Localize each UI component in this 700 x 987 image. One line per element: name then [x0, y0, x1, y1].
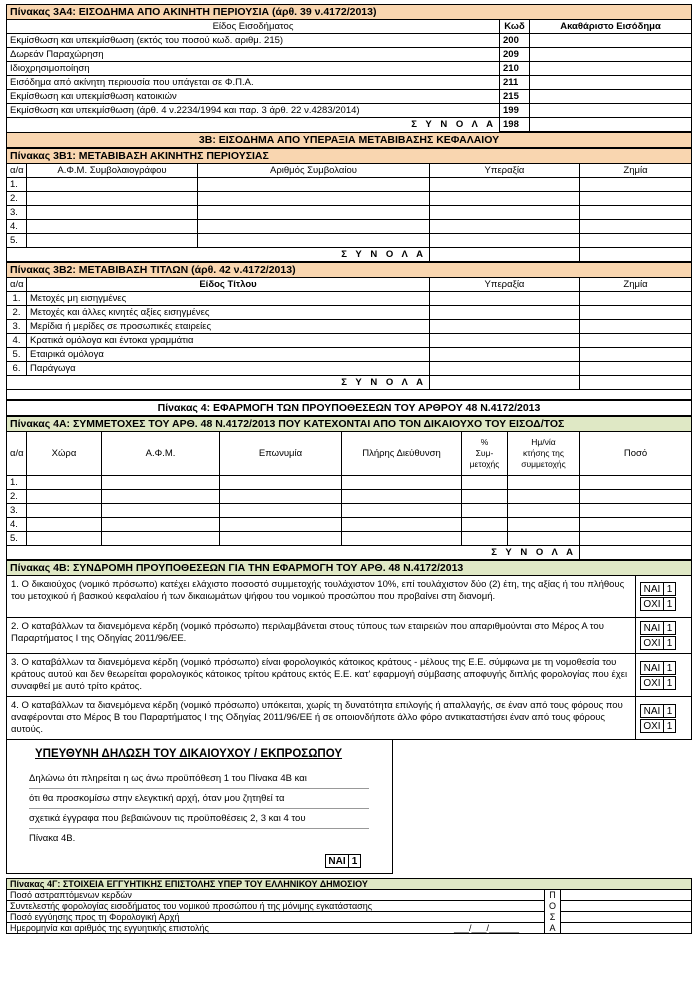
- table-row: Ιδιοχρησιμοποίηση 210: [7, 62, 692, 76]
- total-loss-field[interactable]: [580, 248, 692, 262]
- totals-row: Σ Υ Ν Ο Λ Α: [7, 248, 692, 262]
- table-row: Δωρεάν Παραχώρηση 209: [7, 48, 692, 62]
- table-4g: [6, 878, 692, 934]
- table-row: 4.: [7, 220, 692, 234]
- table-row: 3.: [7, 206, 692, 220]
- table-4g-title: Πίνακας 4Γ: ΣΤΟΙΧΕΙΑ ΕΓΓΥΗΤΙΚΗΣ ΕΠΙΣΤΟΛΗΣ ΥΠΕΡ ΤΟΥ ΕΛΛΗΝΙΚΟΥ ΔΗΜΟΣΙΟΥ: [7, 879, 692, 890]
- table-row: 4.: [7, 518, 692, 532]
- yes-option[interactable]: ΝΑΙ 1: [640, 704, 687, 718]
- table-row: 2.: [7, 192, 692, 206]
- col-gross-income: Ακαθάριστο Εισόδημα: [530, 20, 692, 34]
- table-row: Εκμίσθωση και υπεκμίσθωση (εκτός του ποσού κωδ. αριθμ. 215) 200: [7, 34, 692, 48]
- income-field[interactable]: [530, 76, 692, 90]
- income-field[interactable]: [530, 62, 692, 76]
- table-3b2: Πίνακας 3Β2: ΜΕΤΑΒΙΒΑΣΗ ΤΙΤΛΩΝ (άρθ. 42 ν.4172/2013) α/α Είδος Τίτλου Υπεραξία Ζημία 1. Μετοχές μη εισηγμένες 2. Μετοχές και άλλες κινητές αξίες εισηγμένες 3. Μερίδια ή μερίδες σε προσωπικές εταιρείες 4. Κρατικά ομόλογα και έντοκα γραμμάτια 5. Εταιρικά ομόλογα 6. Παράγωγα Σ Υ Ν Ο Λ Α: [6, 262, 692, 400]
- table-row: 2. Μετοχές και άλλες κινητές αξίες εισηγμένες: [7, 306, 692, 320]
- table-row: 3. Μερίδια ή μερίδες σε προσωπικές εταιρείες: [7, 320, 692, 334]
- condition-row: 2. Ο καταβάλλων τα διανεμόμενα κέρδη (νομικό πρόσωπο) περιλαμβάνεται στους τύπους των εταιρειών που απαριθμούνται στο Μέρος Α του Παραρτήματος Ι της Οδηγίας 2011/96/ΕΕ. ΝΑΙ 1 ΟΧΙ 1: [7, 618, 692, 654]
- table-3a4: [6, 4, 692, 132]
- table-4b: [6, 560, 692, 740]
- yes-option[interactable]: ΝΑΙ 1: [640, 661, 687, 675]
- totals-row: Σ Υ Ν Ο Λ Α: [7, 546, 692, 560]
- declaration-box: ΥΠΕΥΘΥΝΗ ΔΗΛΩΣΗ ΤΟΥ ΔΙΚΑΙΟΥΧΟΥ / ΕΚΠΡΟΣΩΠΟΥ Δηλώνω ότι πληρείται η ως άνω προϋπόθεση 1 του Πίνακα 4Β και ότι θα προσκομίσω στην ελεγκτική αρχή, όταν μου ζητηθεί τα σχετικά έγγραφα που βεβαιώνουν τις προϋποθέσεις 2, 3 και 4 του Πίνακα 4Β. ΝΑΙ 1: [6, 740, 393, 874]
- total-amount-field[interactable]: [580, 546, 692, 560]
- table-row: 5.: [7, 532, 692, 546]
- totals-row: Σ Υ Ν Ο Λ Α 198: [7, 118, 692, 132]
- income-field[interactable]: [530, 34, 692, 48]
- table-3b1-title: Πίνακας 3Β1: ΜΕΤΑΒΙΒΑΣΗ ΑΚΙΝΗΤΗΣ ΠΕΡΙΟΥΣΙΑΣ: [7, 149, 692, 164]
- table-row: 1.: [7, 476, 692, 490]
- table-row: 6. Παράγωγα: [7, 362, 692, 376]
- condition-row: 1. Ο δικαιούχος (νομικό πρόσωπο) κατέχει ελάχιστο ποσοστό συμμετοχής τουλάχιστον 10%, επί τουλάχιστον δύο (2) έτη, της αξίας ή του πλήθους του μετοχικού ή βασικού κεφαλαίου ή των δικαιωμάτων ψήφου του νομικού προσώπου που προβαίνει στη διανομή. ΝΑΙ 1 ΟΧΙ 1: [7, 576, 692, 618]
- table-row: Εκμίσθωση και υπεκμίσθωση (άρθ. 4 ν.2234/1994 και παρ. 3 άρθ. 22 ν.4283/2014) 199: [7, 104, 692, 118]
- col-income-type: Είδος Εισοδήματος: [7, 20, 500, 34]
- table-row: Εισόδημα από ακίνητη περιουσία που υπάγεται σε Φ.Π.Α. 211: [7, 76, 692, 90]
- declaration-yes-option[interactable]: ΝΑΙ 1: [325, 854, 361, 868]
- declaration-section: [6, 740, 692, 874]
- table-4b-title: Πίνακας 4Β: ΣΥΝΔΡΟΜΗ ΠΡΟΥΠΟΘΕΣΕΩΝ ΓΙΑ ΤΗΝ ΕΦΑΡΜΟΓΗ ΤΟΥ ΑΡΘ. 48 Ν.4172/2013: [7, 561, 692, 576]
- table-row: 1. Μετοχές μη εισηγμένες: [7, 292, 692, 306]
- date-field[interactable]: ___/___/______: [454, 923, 520, 933]
- yes-option[interactable]: ΝΑΙ 1: [640, 621, 687, 635]
- total-gain-field[interactable]: [430, 248, 580, 262]
- income-field[interactable]: [530, 104, 692, 118]
- table-row: 5.: [7, 234, 692, 248]
- income-field[interactable]: [530, 48, 692, 62]
- table-row: Ποσό εγγύησης προς τη Φορολογική Αρχή Σ: [7, 912, 692, 923]
- table-3b2-title: Πίνακας 3Β2: ΜΕΤΑΒΙΒΑΣΗ ΤΙΤΛΩΝ (άρθ. 42 ν.4172/2013): [7, 263, 692, 278]
- table-4: [6, 400, 692, 416]
- table-3b1: Πίνακας 3Β1: ΜΕΤΑΒΙΒΑΣΗ ΑΚΙΝΗΤΗΣ ΠΕΡΙΟΥΣΙΑΣ α/α Α.Φ.Μ. Συμβολαιογράφου Αριθμός Συμβολαίου Υπεραξία Ζημία 1. 2. 3. 4. 5. Σ Υ Ν Ο Λ Α: [6, 148, 692, 262]
- table-row: 5. Εταιρικά ομόλογα: [7, 348, 692, 362]
- col-code: Κωδ: [500, 20, 530, 34]
- table-3a4-title: Πίνακας 3Α4: ΕΙΣΟΔΗΜΑ ΑΠΟ ΑΚΙΝΗΤΗ ΠΕΡΙΟΥΣΙΑ (άρθ. 39 ν.4172/2013): [7, 5, 692, 20]
- table-row: Ποσό αστραπτόμενων κερδών Π: [7, 890, 692, 901]
- table-4a-title: Πίνακας 4Α: ΣΥΜΜΕΤΟΧΕΣ ΤΟΥ ΑΡΘ. 48 Ν.4172/2013 ΠΟΥ ΚΑΤΕΧΟΝΤΑΙ ΑΠΟ ΤΟΝ ΔΙΚΑΙΟΥΧΟ ΤΟΥ ΕΙΣΟΔ/ΤΟΣ: [7, 417, 692, 432]
- total-loss-field[interactable]: [580, 376, 692, 390]
- declaration-title: ΥΠΕΥΘΥΝΗ ΔΗΛΩΣΗ ΤΟΥ ΔΙΚΑΙΟΥΧΟΥ / ΕΚΠΡΟΣΩΠΟΥ: [35, 748, 343, 760]
- section-3b: [6, 132, 692, 148]
- total-gain-field[interactable]: [430, 376, 580, 390]
- no-option[interactable]: ΟΧΙ 1: [640, 676, 687, 690]
- table-row: 3.: [7, 504, 692, 518]
- table-4a: Πίνακας 4Α: ΣΥΜΜΕΤΟΧΕΣ ΤΟΥ ΑΡΘ. 48 Ν.4172/2013 ΠΟΥ ΚΑΤΕΧΟΝΤΑΙ ΑΠΟ ΤΟΝ ΔΙΚΑΙΟΥΧΟ ΤΟΥ ΕΙΣΟΔ/ΤΟΣ α/α Χώρα Α.Φ.Μ. Επωνυμία Πλήρης Διεύθυνση % Συμ- μετοχής Ημ/νία κτήσης της συμμετοχής Ποσό 1. 2. 3. 4. 5. Σ Υ Ν Ο Λ Α: [6, 416, 692, 560]
- condition-row: 4. Ο καταβάλλων τα διανεμόμενα κέρδη (νομικό πρόσωπο) υπόκειται, χωρίς τη δυνατότητα επιλογής ή απαλλαγής, σε έναν από τους φόρους που αναφέρονται στο Μέρος Β του Παραρτήματος Ι της Οδηγίας 2011/96/ΕΕ ή σε οποιονδήποτε άλλο φόρο αντικαταστήσει έναν από τους φόρους αυτούς. ΝΑΙ 1 ΟΧΙ 1: [7, 697, 692, 740]
- totals-row: Σ Υ Ν Ο Λ Α: [7, 376, 692, 390]
- condition-row: 3. Ο καταβάλλων τα διανεμόμενα κέρδη (νομικό πρόσωπο) είναι φορολογικός κάτοικος κράτους - μέλους της Ε.Ε. σύμφωνα με τη νομοθεσία του κράτους αυτού και δεν θεωρείται φορολογικός κάτοικος τρίτου κράτους εκτός Ε.Ε. κατ' εφαρμογή σύμβασης αποφυγής διπλής φορολογίας που έχει συναφθεί με αυτό τρίτο κράτος. ΝΑΙ 1 ΟΧΙ 1: [7, 654, 692, 697]
- table-row: Εκμίσθωση και υπεκμίσθωση κατοικιών 215: [7, 90, 692, 104]
- no-option[interactable]: ΟΧΙ 1: [640, 719, 687, 733]
- table-row: Συντελεστής φορολογίας εισοδήματος του νομικού προσώπου ή της μόνιμης εγκατάστασης Ο: [7, 901, 692, 912]
- no-option[interactable]: ΟΧΙ 1: [640, 597, 687, 611]
- table-row: 2.: [7, 490, 692, 504]
- no-option[interactable]: ΟΧΙ 1: [640, 636, 687, 650]
- table-row: Ημερομηνία και αριθμός της εγγυητικής επιστολής ___/___/______ Α: [7, 923, 692, 934]
- total-field[interactable]: [530, 118, 692, 132]
- table-row: 1.: [7, 178, 692, 192]
- yes-option[interactable]: ΝΑΙ 1: [640, 582, 687, 596]
- table-row: 4. Κρατικά ομόλογα και έντοκα γραμμάτια: [7, 334, 692, 348]
- income-field[interactable]: [530, 90, 692, 104]
- section-3b-title: 3Β: ΕΙΣΟΔΗΜΑ ΑΠΟ ΥΠΕΡΑΞΙΑ ΜΕΤΑΒΙΒΑΣΗΣ ΚΕΦΑΛΑΙΟΥ: [7, 133, 692, 148]
- table-4-title: Πίνακας 4: ΕΦΑΡΜΟΓΗ ΤΩΝ ΠΡΟΥΠΟΘΕΣΕΩΝ ΤΟΥ ΑΡΘΡΟΥ 48 Ν.4172/2013: [7, 401, 692, 416]
